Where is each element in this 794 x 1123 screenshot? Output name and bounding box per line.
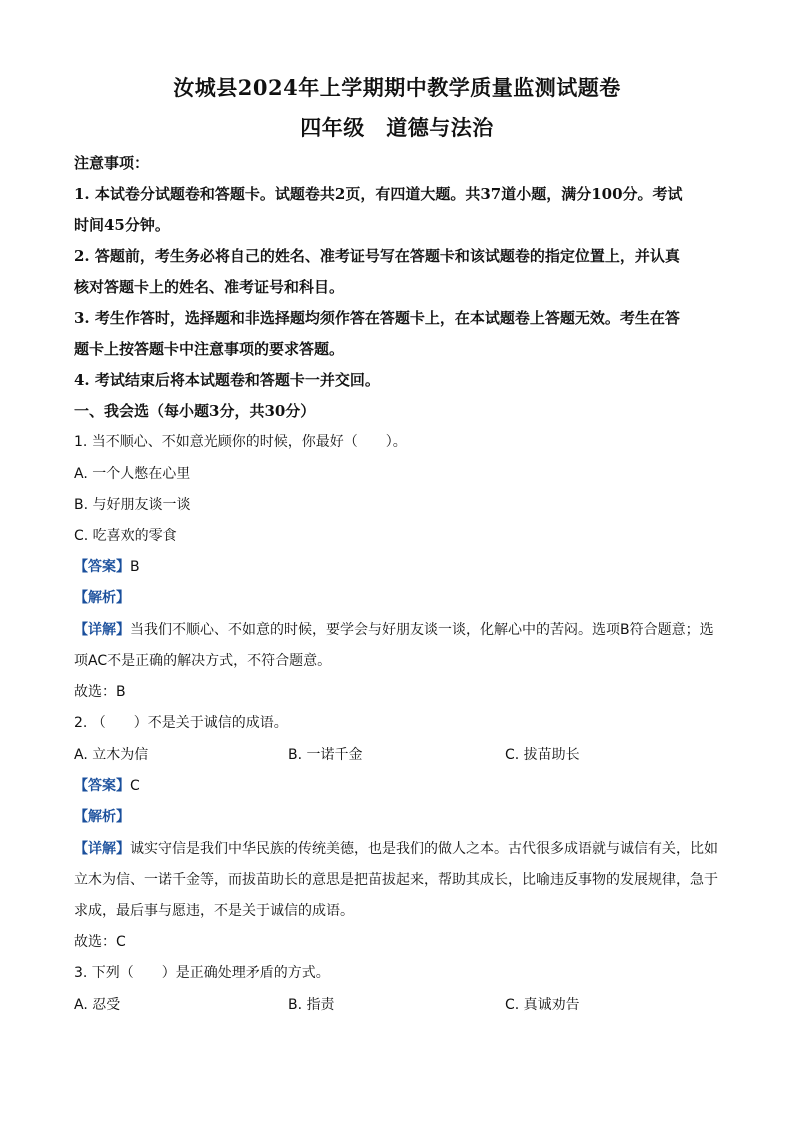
question-1-detail-cont: 项AC不是正确的解决方式，不符合题意。 — [74, 653, 332, 669]
question-3-option-c: C. 真诚劝告 — [505, 997, 580, 1013]
question-1-choice: 故选：B — [74, 684, 126, 700]
detail-text: 当我们不顺心、不如意的时候，要学会与好朋友谈一谈，化解心中的苦闷。选项B符合题意；选 — [130, 622, 714, 638]
notice-item-2-cont: 核对答题卡上的姓名、准考证号和科目。 — [74, 278, 345, 296]
question-1-detail — [74, 619, 724, 639]
exam-subtitle: 四年级 道德与法治 — [300, 115, 494, 140]
notice-item-2: 2. 答题前，考生务必将自己的姓名、准考证号写在答题卡和该试题卷的指定位置上，并认真 — [74, 247, 680, 265]
notice-item-3: 3. 考生作答时，选择题和非选择题均须作答在答题卡上，在本试题卷上答题无效。考生在答 — [74, 309, 680, 327]
question-1-analysis — [74, 587, 724, 607]
notice-item-1: 1. 本试卷分试题卷和答题卡。试题卷共2页，有四道大题。共37道小题，满分100分。考试 — [74, 185, 683, 203]
question-2-option-c: C. 拔苗助长 — [505, 747, 580, 763]
question-1-stem: 1. 当不顺心、不如意光顾你的时候，你最好（ ）。 — [74, 434, 407, 450]
detail-tag: 【详解】 — [74, 841, 130, 857]
section-heading-1: 一、我会选（每小题3分，共30分） — [74, 402, 316, 420]
analysis-tag: 【解析】 — [74, 590, 130, 606]
detail-tag: 【详解】 — [74, 622, 130, 638]
question-1-answer — [74, 556, 724, 576]
notice-item-4: 4. 考试结束后将本试题卷和答题卡一并交回。 — [74, 371, 380, 389]
answer-tag: 【答案】 — [74, 559, 130, 575]
notice-item-1-cont: 时间45分钟。 — [74, 216, 170, 234]
answer-value: C — [130, 778, 140, 794]
question-2-option-a: A. 立木为信 — [74, 747, 149, 763]
question-2-choice: 故选：C — [74, 934, 126, 950]
question-3-stem: 3. 下列（ ）是正确处理矛盾的方式。 — [74, 965, 330, 981]
notice-item-3-cont: 题卡上按答题卡中注意事项的要求答题。 — [74, 340, 345, 358]
notice-heading: 注意事项： — [74, 154, 150, 172]
question-2-detail-cont-2: 求成，最后事与愿违，不是关于诚信的成语。 — [74, 903, 354, 919]
analysis-tag: 【解析】 — [74, 809, 130, 825]
question-3-option-b: B. 指责 — [288, 997, 335, 1013]
exam-title: 汝城县2024年上学期期中教学质量监测试题卷 — [173, 75, 621, 100]
answer-tag: 【答案】 — [74, 778, 130, 794]
question-2-option-b: B. 一诺千金 — [288, 747, 363, 763]
question-2-answer — [74, 775, 724, 795]
question-2-detail — [74, 838, 724, 858]
question-1-option-c: C. 吃喜欢的零食 — [74, 528, 177, 544]
detail-text: 诚实守信是我们中华民族的传统美德，也是我们的做人之本。古代很多成语就与诚信有关，比如 — [130, 841, 718, 857]
question-1-option-b: B. 与好朋友谈一谈 — [74, 497, 191, 513]
question-2-stem: 2. （ ）不是关于诚信的成语。 — [74, 715, 288, 731]
question-2-analysis — [74, 806, 724, 826]
question-3-option-a: A. 忍受 — [74, 997, 121, 1013]
question-2-detail-cont: 立木为信、一诺千金等，而拔苗助长的意思是把苗拔起来，帮助其成长，比喻违反事物的发展规律，急于 — [74, 872, 718, 888]
question-1-option-a: A. 一个人憋在心里 — [74, 466, 191, 482]
answer-value: B — [130, 559, 140, 575]
